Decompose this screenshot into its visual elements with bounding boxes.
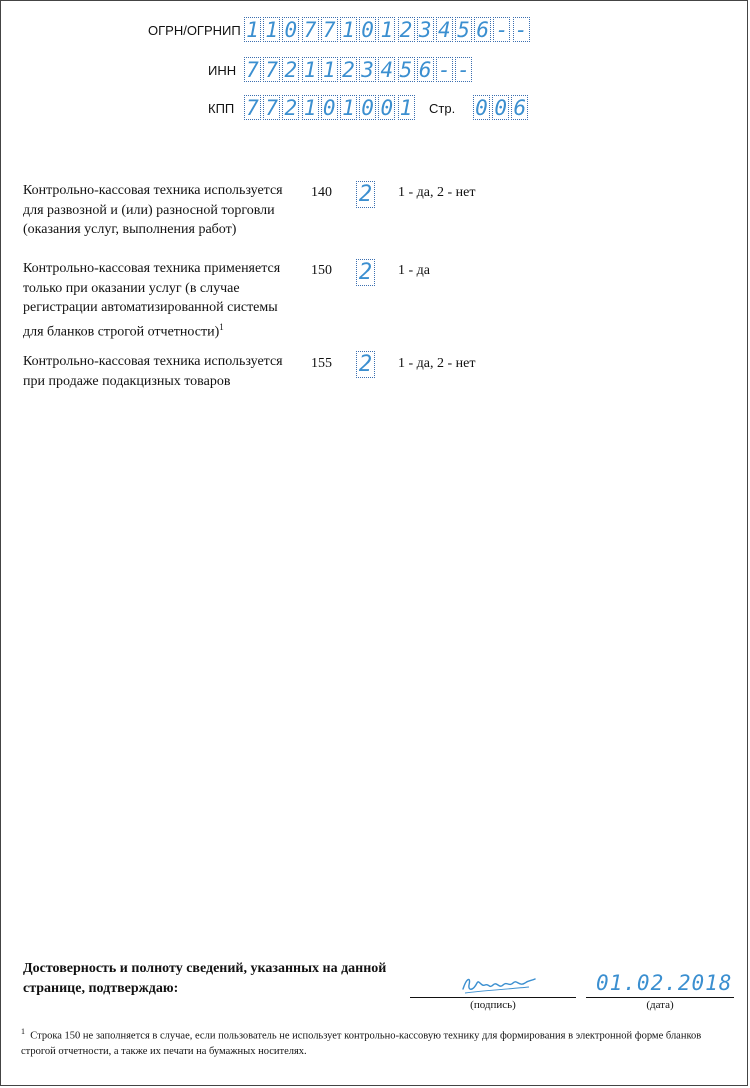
inn-cell[interactable]: 3 — [359, 57, 376, 82]
inn-cell[interactable]: 1 — [302, 57, 319, 82]
inn-cell[interactable]: 7 — [244, 57, 261, 82]
inn-cell[interactable]: 7 — [263, 57, 280, 82]
inn-label: ИНН — [208, 63, 237, 78]
question-155-text — [23, 352, 293, 391]
kpp-cell[interactable]: 1 — [302, 95, 319, 120]
ogrn-cell[interactable]: 5 — [455, 17, 472, 42]
kpp-cell[interactable]: 1 — [340, 95, 357, 120]
inn-cell[interactable]: 2 — [282, 57, 299, 82]
kpp-cell[interactable]: 0 — [378, 95, 395, 120]
footnote-number: 1 — [21, 1027, 25, 1036]
page-number-cell[interactable]: 0 — [473, 95, 490, 120]
page-number-cell[interactable]: 6 — [511, 95, 528, 120]
page-number-cells[interactable] — [473, 95, 531, 120]
answer-cell-140[interactable]: 2 — [356, 181, 375, 208]
ogrn-cell[interactable]: 7 — [302, 17, 319, 42]
ogrn-cell[interactable]: - — [513, 17, 530, 42]
ogrn-cell[interactable]: 1 — [340, 17, 357, 42]
inn-cell[interactable]: 6 — [417, 57, 434, 82]
kpp-cell[interactable]: 7 — [244, 95, 261, 120]
inn-cell[interactable]: 5 — [398, 57, 415, 82]
footnote — [21, 1024, 737, 1059]
ogrn-cell[interactable]: 3 — [417, 17, 434, 42]
inn-cell[interactable]: 1 — [321, 57, 338, 82]
kpp-cell[interactable]: 0 — [321, 95, 338, 120]
question-150-label: Контрольно-кассовая техника применяется только при оказании услуг (в случае регистрации автоматизированной системы для бланков строгой отчетности) — [23, 261, 281, 340]
line-code-155: 155 — [311, 356, 332, 371]
footnote-mark: 1 — [219, 321, 224, 332]
date-caption: (дата) — [646, 999, 674, 1011]
kpp-cell[interactable]: 1 — [398, 95, 415, 120]
inn-cell[interactable]: 4 — [378, 57, 395, 82]
ogrn-cell[interactable]: 4 — [436, 17, 453, 42]
kpp-cell[interactable]: 0 — [359, 95, 376, 120]
ogrn-cell[interactable]: 7 — [321, 17, 338, 42]
ogrn-label: ОГРН/ОГРНИП — [148, 23, 241, 38]
question-140-text — [23, 181, 293, 240]
answer-cell-150[interactable]: 2 — [356, 259, 375, 286]
inn-cell[interactable]: - — [455, 57, 472, 82]
signature-caption: (подпись) — [470, 999, 516, 1011]
inn-cells[interactable] — [244, 57, 474, 82]
line-code-150: 150 — [311, 263, 332, 278]
answer-cell-155[interactable]: 2 — [356, 351, 375, 378]
question-140-label: Контрольно-кассовая техника используется для развозной и (или) разносной торговли (оказания услуг, выполнения работ) — [23, 183, 283, 237]
confirmation-text: Достоверность и полноту сведений, указанных на данной странице, подтверждаю: — [23, 961, 387, 996]
ogrn-cell[interactable]: 1 — [378, 17, 395, 42]
signature-image — [459, 971, 539, 997]
footnote-text: Строка 150 не заполняется в случае, если пользователь не использует контрольно-кассовую технику для формирования в электронной форме бланков строгой отчетности, а также их печати на бумажных носителях. — [21, 1030, 702, 1057]
page-number-label: Стр. — [429, 101, 456, 116]
inn-cell[interactable]: - — [436, 57, 453, 82]
kpp-cells[interactable] — [244, 95, 417, 120]
ogrn-cell[interactable]: 0 — [359, 17, 376, 42]
ogrn-cell[interactable]: - — [493, 17, 510, 42]
answer-hint-155: 1 - да, 2 - нет — [398, 356, 476, 371]
date-value[interactable]: 01.02.2018 — [596, 971, 733, 995]
ogrn-cell[interactable]: 1 — [244, 17, 261, 42]
kpp-cell[interactable]: 7 — [263, 95, 280, 120]
signature-line — [410, 997, 576, 998]
kpp-cell[interactable]: 2 — [282, 95, 299, 120]
kpp-label: КПП — [208, 101, 235, 116]
answer-hint-150: 1 - да — [398, 263, 430, 278]
ogrn-cell[interactable]: 6 — [474, 17, 491, 42]
page-number-cell[interactable]: 0 — [492, 95, 509, 120]
answer-hint-140: 1 - да, 2 - нет — [398, 185, 476, 200]
ogrn-cell[interactable]: 1 — [263, 17, 280, 42]
ogrn-cell[interactable]: 0 — [282, 17, 299, 42]
ogrn-cell[interactable]: 2 — [398, 17, 415, 42]
date-line — [586, 997, 734, 998]
question-150-text — [23, 259, 293, 342]
line-code-140: 140 — [311, 185, 332, 200]
inn-cell[interactable]: 2 — [340, 57, 357, 82]
question-155-label: Контрольно-кассовая техника используется при продаже подакцизных товаров — [23, 354, 283, 389]
ogrn-cells[interactable] — [244, 17, 532, 42]
